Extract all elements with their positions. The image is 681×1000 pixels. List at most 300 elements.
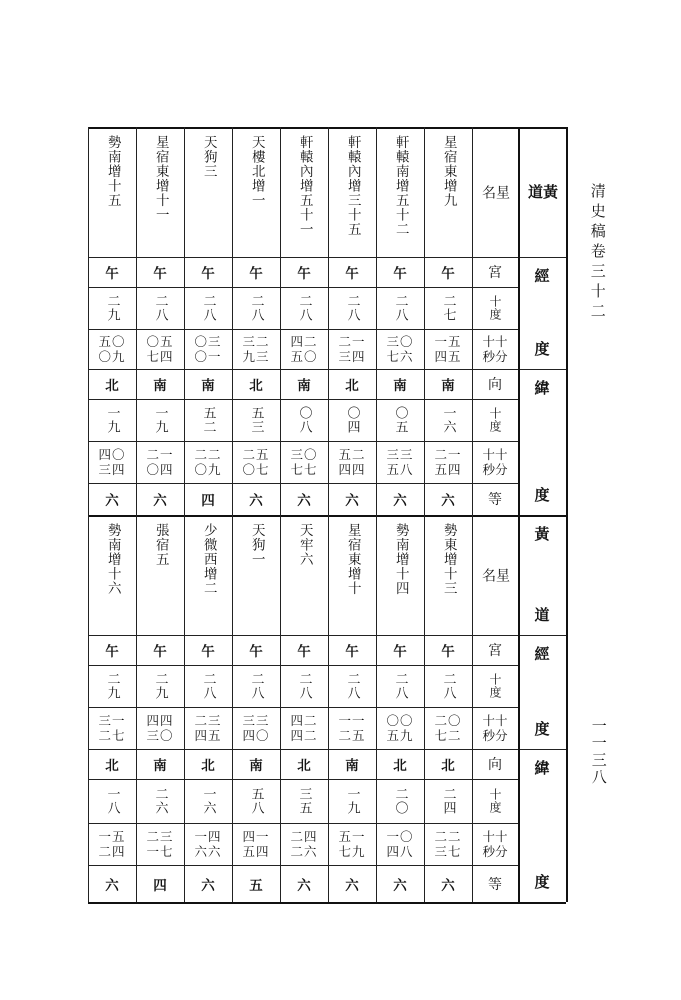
- mag-value: 六: [105, 493, 119, 509]
- lat-ms-value: 一四六六: [194, 829, 222, 859]
- lat-ms-value: 三三五八: [386, 447, 414, 477]
- lon-deg-value: 二八: [296, 294, 312, 322]
- top-longitude-label-char-1: 經: [534, 267, 550, 285]
- lon-deg-value: 二七: [440, 294, 456, 322]
- top_section-mag-cell: [328, 483, 376, 515]
- lon-ms-value: 〇三〇一: [194, 334, 222, 364]
- bottom_section-lat_deg-cell: [184, 779, 232, 823]
- header-ecliptic-char-2: 道: [526, 184, 544, 200]
- top_section-mag-cell: [88, 483, 136, 515]
- top_section-lat_ms-cell: [184, 441, 232, 483]
- top_section-dir-cell: [184, 369, 232, 399]
- lat-deg-value: 三五: [296, 787, 312, 815]
- top_section-lon_deg-cell: [376, 287, 424, 329]
- column-divider: [184, 127, 185, 902]
- column-divider: [424, 127, 425, 902]
- header-ecliptic-char-1: 黃: [541, 184, 559, 200]
- bottom-row-label-lon_deg: [472, 665, 518, 707]
- top_section-lat_deg-cell: [280, 399, 328, 441]
- header-name-char: 名: [480, 184, 496, 200]
- star-name: 勢東增十三: [440, 523, 457, 596]
- bottom_section-lon_deg-cell: [424, 665, 472, 707]
- bottom_section-mag-cell: [88, 865, 136, 902]
- lat-deg-value: 〇五: [392, 406, 408, 434]
- lon-deg-value: 二八: [200, 294, 216, 322]
- column-divider: [376, 127, 377, 902]
- lon-deg-value: 二八: [200, 672, 216, 700]
- top_section-lat_deg-cell: [376, 399, 424, 441]
- bottom-latitude-label-char-1: 緯: [534, 759, 550, 777]
- lat-deg-value: 一九: [152, 406, 168, 434]
- lat-ms-value: 二一五四: [434, 447, 462, 477]
- dir-value: 南: [153, 758, 167, 774]
- row-divider: [88, 483, 518, 484]
- bottom_section-name-cell: [376, 515, 424, 635]
- palace-value: 午: [249, 266, 263, 282]
- lat-ms-value: 四一五四: [242, 829, 270, 859]
- bottom_section-lat_ms-cell: [232, 823, 280, 865]
- top_section-lat_ms-cell: [88, 441, 136, 483]
- top_section-lon_ms-cell: [184, 329, 232, 369]
- bottom_section-name-cell: [328, 515, 376, 635]
- row-label: 十度: [488, 673, 502, 699]
- column-divider: [88, 127, 89, 902]
- star-name: 張宿五: [152, 523, 169, 567]
- top-latitude-label-char-1: 緯: [534, 379, 550, 397]
- palace-value: 午: [345, 266, 359, 282]
- top_section-lon_deg-cell: [88, 287, 136, 329]
- lon-ms-value: 三三四〇: [242, 713, 270, 743]
- top_section-name-cell: [184, 127, 232, 257]
- top_section-name-cell: [376, 127, 424, 257]
- column-divider: [328, 127, 329, 902]
- top_section-lon_ms-cell: [136, 329, 184, 369]
- palace-value: 午: [201, 266, 215, 282]
- group-divider: [518, 749, 566, 750]
- mag-value: 六: [297, 877, 311, 894]
- table-bottom-border: [88, 902, 566, 904]
- header-divider: [518, 127, 520, 902]
- star-name: 星宿東增九: [440, 135, 457, 208]
- bottom_section-lat_ms-cell: [184, 823, 232, 865]
- row-label: 宮: [488, 643, 502, 659]
- bottom_section-mag-cell: [184, 865, 232, 902]
- bottom_section-lon_ms-cell: [184, 707, 232, 749]
- palace-value: 午: [345, 644, 359, 660]
- bottom_section-lat_deg-cell: [232, 779, 280, 823]
- star-name: 天狗一: [248, 523, 265, 567]
- dir-value: 北: [201, 758, 215, 774]
- lat-ms-value: 二二三七: [434, 829, 462, 859]
- star-name: 軒轅南增五十二: [392, 135, 409, 237]
- row-divider: [88, 257, 518, 258]
- star-name: 勢南增十四: [392, 523, 409, 596]
- dir-value: 北: [105, 378, 119, 394]
- bottom_section-dir-cell: [328, 749, 376, 779]
- lat-ms-value: 五一七九: [338, 829, 366, 859]
- header-star-char: 星: [494, 567, 510, 583]
- lon-deg-value: 二九: [152, 672, 168, 700]
- top_section-palace-cell: [232, 257, 280, 287]
- dir-value: 北: [441, 758, 455, 774]
- top_section-lon_deg-cell: [328, 287, 376, 329]
- top_section-lon_ms-cell: [424, 329, 472, 369]
- group-divider: [518, 369, 566, 370]
- bottom_section-lon_deg-cell: [88, 665, 136, 707]
- row-divider: [88, 707, 518, 708]
- dir-value: 南: [441, 378, 455, 394]
- lat-deg-value: 〇四: [344, 406, 360, 434]
- lat-deg-value: 一九: [344, 787, 360, 815]
- bottom-longitude-label: [518, 635, 566, 749]
- palace-value: 午: [393, 644, 407, 660]
- bottom_section-lon_ms-cell: [136, 707, 184, 749]
- top_section-palace-cell: [280, 257, 328, 287]
- mag-value: 六: [153, 493, 167, 509]
- row-label: 向: [488, 757, 502, 773]
- bottom_section-name-cell: [184, 515, 232, 635]
- bottom-row-label-lat_ms: [472, 823, 518, 865]
- top_section-lat_ms-cell: [280, 441, 328, 483]
- palace-value: 午: [297, 644, 311, 660]
- dir-value: 南: [297, 378, 311, 394]
- bottom_section-mag-cell: [376, 865, 424, 902]
- top_section-palace-cell: [376, 257, 424, 287]
- top_section-dir-cell: [376, 369, 424, 399]
- dir-value: 南: [201, 378, 215, 394]
- top_section-mag-cell: [424, 483, 472, 515]
- bottom-row-label-palace: [472, 635, 518, 665]
- lon-ms-value: 三〇七六: [386, 334, 414, 364]
- dir-value: 北: [249, 378, 263, 394]
- bottom-latitude-label-char-2: 度: [534, 873, 550, 891]
- top_section-lat_ms-cell: [328, 441, 376, 483]
- palace-value: 午: [105, 644, 119, 660]
- column-divider: [472, 127, 473, 902]
- lat-deg-value: 二六: [152, 787, 168, 815]
- row-label: 向: [488, 377, 502, 393]
- header-star-name-label: [472, 127, 518, 257]
- top-row-label-lon_deg: [472, 287, 518, 329]
- lon-ms-value: 四二四二: [290, 713, 318, 743]
- lat-ms-value: 五二四四: [338, 447, 366, 477]
- top_section-lat_ms-cell: [232, 441, 280, 483]
- top_section-dir-cell: [328, 369, 376, 399]
- row-divider: [88, 865, 518, 866]
- bottom_section-lat_ms-cell: [136, 823, 184, 865]
- bottom_section-lat_deg-cell: [376, 779, 424, 823]
- mag-value: 六: [345, 493, 359, 509]
- lat-deg-value: 五二: [200, 406, 216, 434]
- bottom_section-lon_ms-cell: [280, 707, 328, 749]
- lat-ms-value: 二一〇四: [146, 447, 174, 477]
- bottom_section-lon_deg-cell: [232, 665, 280, 707]
- bottom_section-lon_deg-cell: [184, 665, 232, 707]
- star-name: 軒轅內增三十五: [344, 135, 361, 237]
- top-longitude-label-stack: [534, 265, 549, 359]
- bottom-latitude-label-stack: [534, 757, 549, 892]
- bottom_section-palace-cell: [136, 635, 184, 665]
- bottom_section-name-cell: [232, 515, 280, 635]
- dir-value: 南: [393, 378, 407, 394]
- bottom_section-palace-cell: [232, 635, 280, 665]
- top_section-lon_deg-cell: [280, 287, 328, 329]
- top_section-dir-cell: [280, 369, 328, 399]
- lon-ms-value: 三一二七: [98, 713, 126, 743]
- star-name: 軒轅內增五十一: [296, 135, 313, 237]
- palace-value: 午: [441, 266, 455, 282]
- top_section-lat_deg-cell: [184, 399, 232, 441]
- top_section-lon_ms-cell: [328, 329, 376, 369]
- top_section-lon_ms-cell: [88, 329, 136, 369]
- lon-ms-value: 二〇七二: [434, 713, 462, 743]
- bottom_section-lat_deg-cell: [280, 779, 328, 823]
- bottom_section-lon_ms-cell: [424, 707, 472, 749]
- top_section-lat_ms-cell: [376, 441, 424, 483]
- bottom_section-dir-cell: [280, 749, 328, 779]
- top_section-name-cell: [232, 127, 280, 257]
- row-divider: [88, 287, 518, 288]
- mag-value: 六: [297, 493, 311, 509]
- top_section-name-cell: [328, 127, 376, 257]
- column-divider: [232, 127, 233, 902]
- mag-value: 六: [345, 877, 359, 894]
- bottom_section-palace-cell: [184, 635, 232, 665]
- lon-deg-value: 二八: [152, 294, 168, 322]
- row-divider: [88, 635, 518, 636]
- top_section-lon_deg-cell: [232, 287, 280, 329]
- page-number: 一一三八: [589, 718, 608, 786]
- bottom_section-palace-cell: [280, 635, 328, 665]
- lat-ms-value: 二三一七: [146, 829, 174, 859]
- bottom-latitude-label: [518, 749, 566, 902]
- lon-deg-value: 二八: [440, 672, 456, 700]
- lon-deg-value: 二八: [392, 294, 408, 322]
- group-divider: [518, 257, 566, 258]
- top_section-dir-cell: [136, 369, 184, 399]
- row-label: 十度: [488, 295, 502, 321]
- lon-deg-value: 二八: [296, 672, 312, 700]
- top_section-lat_deg-cell: [232, 399, 280, 441]
- bottom-longitude-label-char-2: 度: [534, 720, 550, 738]
- lat-deg-value: 二四: [440, 787, 456, 815]
- top_section-name-cell: [280, 127, 328, 257]
- bottom_section-lat_ms-cell: [88, 823, 136, 865]
- top_section-mag-cell: [136, 483, 184, 515]
- top_section-lon_deg-cell: [184, 287, 232, 329]
- bottom_section-lat_deg-cell: [136, 779, 184, 823]
- bottom_section-lat_deg-cell: [88, 779, 136, 823]
- table-right-border: [566, 127, 568, 902]
- palace-value: 午: [201, 644, 215, 660]
- bottom_section-name-cell: [280, 515, 328, 635]
- top_section-lon_deg-cell: [424, 287, 472, 329]
- star-name: 星宿東增十: [344, 523, 361, 596]
- section-divider: [88, 515, 566, 517]
- mag-value: 六: [393, 877, 407, 894]
- bottom_section-name-cell: [424, 515, 472, 635]
- palace-value: 午: [297, 266, 311, 282]
- dir-value: 南: [249, 758, 263, 774]
- dir-value: 北: [105, 758, 119, 774]
- lat-deg-value: 一九: [104, 406, 120, 434]
- mag-value: 六: [393, 493, 407, 509]
- palace-value: 午: [393, 266, 407, 282]
- top_section-lat_deg-cell: [424, 399, 472, 441]
- bottom-ecliptic-label-char-2: 道: [534, 606, 550, 624]
- top_section-lat_ms-cell: [424, 441, 472, 483]
- bottom_section-dir-cell: [232, 749, 280, 779]
- top_section-name-cell: [424, 127, 472, 257]
- top-row-label-mag: [472, 483, 518, 515]
- star-catalog-table: [88, 127, 566, 902]
- bottom_section-dir-cell: [424, 749, 472, 779]
- top-longitude-label: [518, 257, 566, 369]
- lat-deg-value: 一六: [200, 787, 216, 815]
- top_section-mag-cell: [232, 483, 280, 515]
- top-latitude-label: [518, 369, 566, 515]
- lon-ms-value: 二一三四: [338, 334, 366, 364]
- bottom_section-dir-cell: [184, 749, 232, 779]
- dir-value: 北: [393, 758, 407, 774]
- top_section-dir-cell: [232, 369, 280, 399]
- bottom_section-lon_ms-cell: [328, 707, 376, 749]
- dir-value: 南: [153, 378, 167, 394]
- top-longitude-label-char-2: 度: [534, 340, 550, 358]
- top_section-lon_deg-cell: [136, 287, 184, 329]
- palace-value: 午: [153, 266, 167, 282]
- dir-value: 南: [345, 758, 359, 774]
- lat-deg-value: 五八: [248, 787, 264, 815]
- bottom_section-mag-cell: [136, 865, 184, 902]
- column-divider: [280, 127, 281, 902]
- row-label: 等: [488, 876, 502, 893]
- bottom_section-palace-cell: [328, 635, 376, 665]
- bottom_section-lon_deg-cell: [136, 665, 184, 707]
- bottom_section-lon_deg-cell: [280, 665, 328, 707]
- top_section-name-cell: [88, 127, 136, 257]
- top_section-lat_ms-cell: [136, 441, 184, 483]
- lat-deg-value: 一六: [440, 406, 456, 434]
- bottom-ecliptic-label-stack: [534, 523, 549, 625]
- top_section-palace-cell: [424, 257, 472, 287]
- mag-value: 六: [105, 877, 119, 894]
- lat-deg-value: 五三: [248, 406, 264, 434]
- bottom-header-star-name-label: [472, 515, 518, 635]
- top-row-label-lon_ms: [472, 329, 518, 369]
- lon-deg-value: 二八: [248, 672, 264, 700]
- lon-ms-value: 四四三〇: [146, 713, 174, 743]
- lon-ms-value: 二三四五: [194, 713, 222, 743]
- bottom-row-label-dir: [472, 749, 518, 779]
- bottom_section-palace-cell: [376, 635, 424, 665]
- top_section-palace-cell: [184, 257, 232, 287]
- top_section-mag-cell: [376, 483, 424, 515]
- lon-ms-value: 〇五七四: [146, 334, 174, 364]
- palace-value: 午: [441, 644, 455, 660]
- top_section-mag-cell: [280, 483, 328, 515]
- top_section-palace-cell: [88, 257, 136, 287]
- star-name: 天樓北增一: [248, 135, 265, 208]
- bottom_section-lat_ms-cell: [280, 823, 328, 865]
- lon-ms-value: 一一二五: [338, 713, 366, 743]
- row-label: 十度: [488, 788, 502, 814]
- lat-ms-value: 二二〇九: [194, 447, 222, 477]
- palace-value: 午: [153, 644, 167, 660]
- table-top-border: [88, 127, 566, 129]
- palace-value: 午: [249, 644, 263, 660]
- bottom_section-lon_deg-cell: [376, 665, 424, 707]
- row-divider: [88, 779, 518, 780]
- lon-deg-value: 二八: [248, 294, 264, 322]
- row-divider: [88, 369, 518, 370]
- top_section-lon_ms-cell: [280, 329, 328, 369]
- bottom-longitude-label-stack: [534, 643, 549, 739]
- star-name: 勢南增十六: [104, 523, 121, 596]
- bottom_section-mag-cell: [232, 865, 280, 902]
- bottom_section-lat_ms-cell: [376, 823, 424, 865]
- lat-ms-value: 二四二六: [290, 829, 318, 859]
- bottom_section-dir-cell: [88, 749, 136, 779]
- lat-deg-value: 二〇: [392, 787, 408, 815]
- row-divider: [88, 823, 518, 824]
- lon-ms-value: 〇〇五九: [386, 713, 414, 743]
- lat-ms-value: 一〇四八: [386, 829, 414, 859]
- dir-value: 北: [297, 758, 311, 774]
- header-name-stack: [481, 527, 509, 623]
- top_section-name-cell: [136, 127, 184, 257]
- bottom_section-mag-cell: [424, 865, 472, 902]
- top-latitude-label-stack: [534, 377, 549, 505]
- mag-value: 六: [201, 877, 215, 894]
- mag-value: 五: [249, 877, 263, 894]
- row-label: 十十秒分: [482, 334, 508, 364]
- bottom_section-name-cell: [136, 515, 184, 635]
- row-divider: [88, 399, 518, 400]
- star-name: 少微西增二: [200, 523, 217, 596]
- bottom_section-palace-cell: [88, 635, 136, 665]
- lon-deg-value: 二九: [104, 294, 120, 322]
- top_section-dir-cell: [424, 369, 472, 399]
- top_section-lat_deg-cell: [136, 399, 184, 441]
- row-label: 宮: [488, 265, 502, 281]
- bottom_section-lon_ms-cell: [88, 707, 136, 749]
- bottom_section-lon_deg-cell: [328, 665, 376, 707]
- top-row-label-lat_ms: [472, 441, 518, 483]
- bottom_section-palace-cell: [424, 635, 472, 665]
- top_section-lon_ms-cell: [376, 329, 424, 369]
- lon-deg-value: 二八: [344, 672, 360, 700]
- row-divider: [88, 329, 518, 330]
- bottom_section-lat_ms-cell: [328, 823, 376, 865]
- top_section-palace-cell: [328, 257, 376, 287]
- top-row-label-palace: [472, 257, 518, 287]
- top_section-mag-cell: [184, 483, 232, 515]
- row-divider: [88, 665, 518, 666]
- header-star-char: 星: [494, 184, 510, 200]
- bottom_section-lon_ms-cell: [376, 707, 424, 749]
- row-label: 等: [488, 492, 502, 508]
- bottom-row-label-lon_ms: [472, 707, 518, 749]
- lon-deg-value: 二九: [104, 672, 120, 700]
- bottom_section-lon_ms-cell: [232, 707, 280, 749]
- top_section-palace-cell: [136, 257, 184, 287]
- top_section-lat_deg-cell: [88, 399, 136, 441]
- palace-value: 午: [105, 266, 119, 282]
- top_section-lon_ms-cell: [232, 329, 280, 369]
- star-name: 天狗三: [200, 135, 217, 179]
- mag-value: 四: [153, 877, 167, 894]
